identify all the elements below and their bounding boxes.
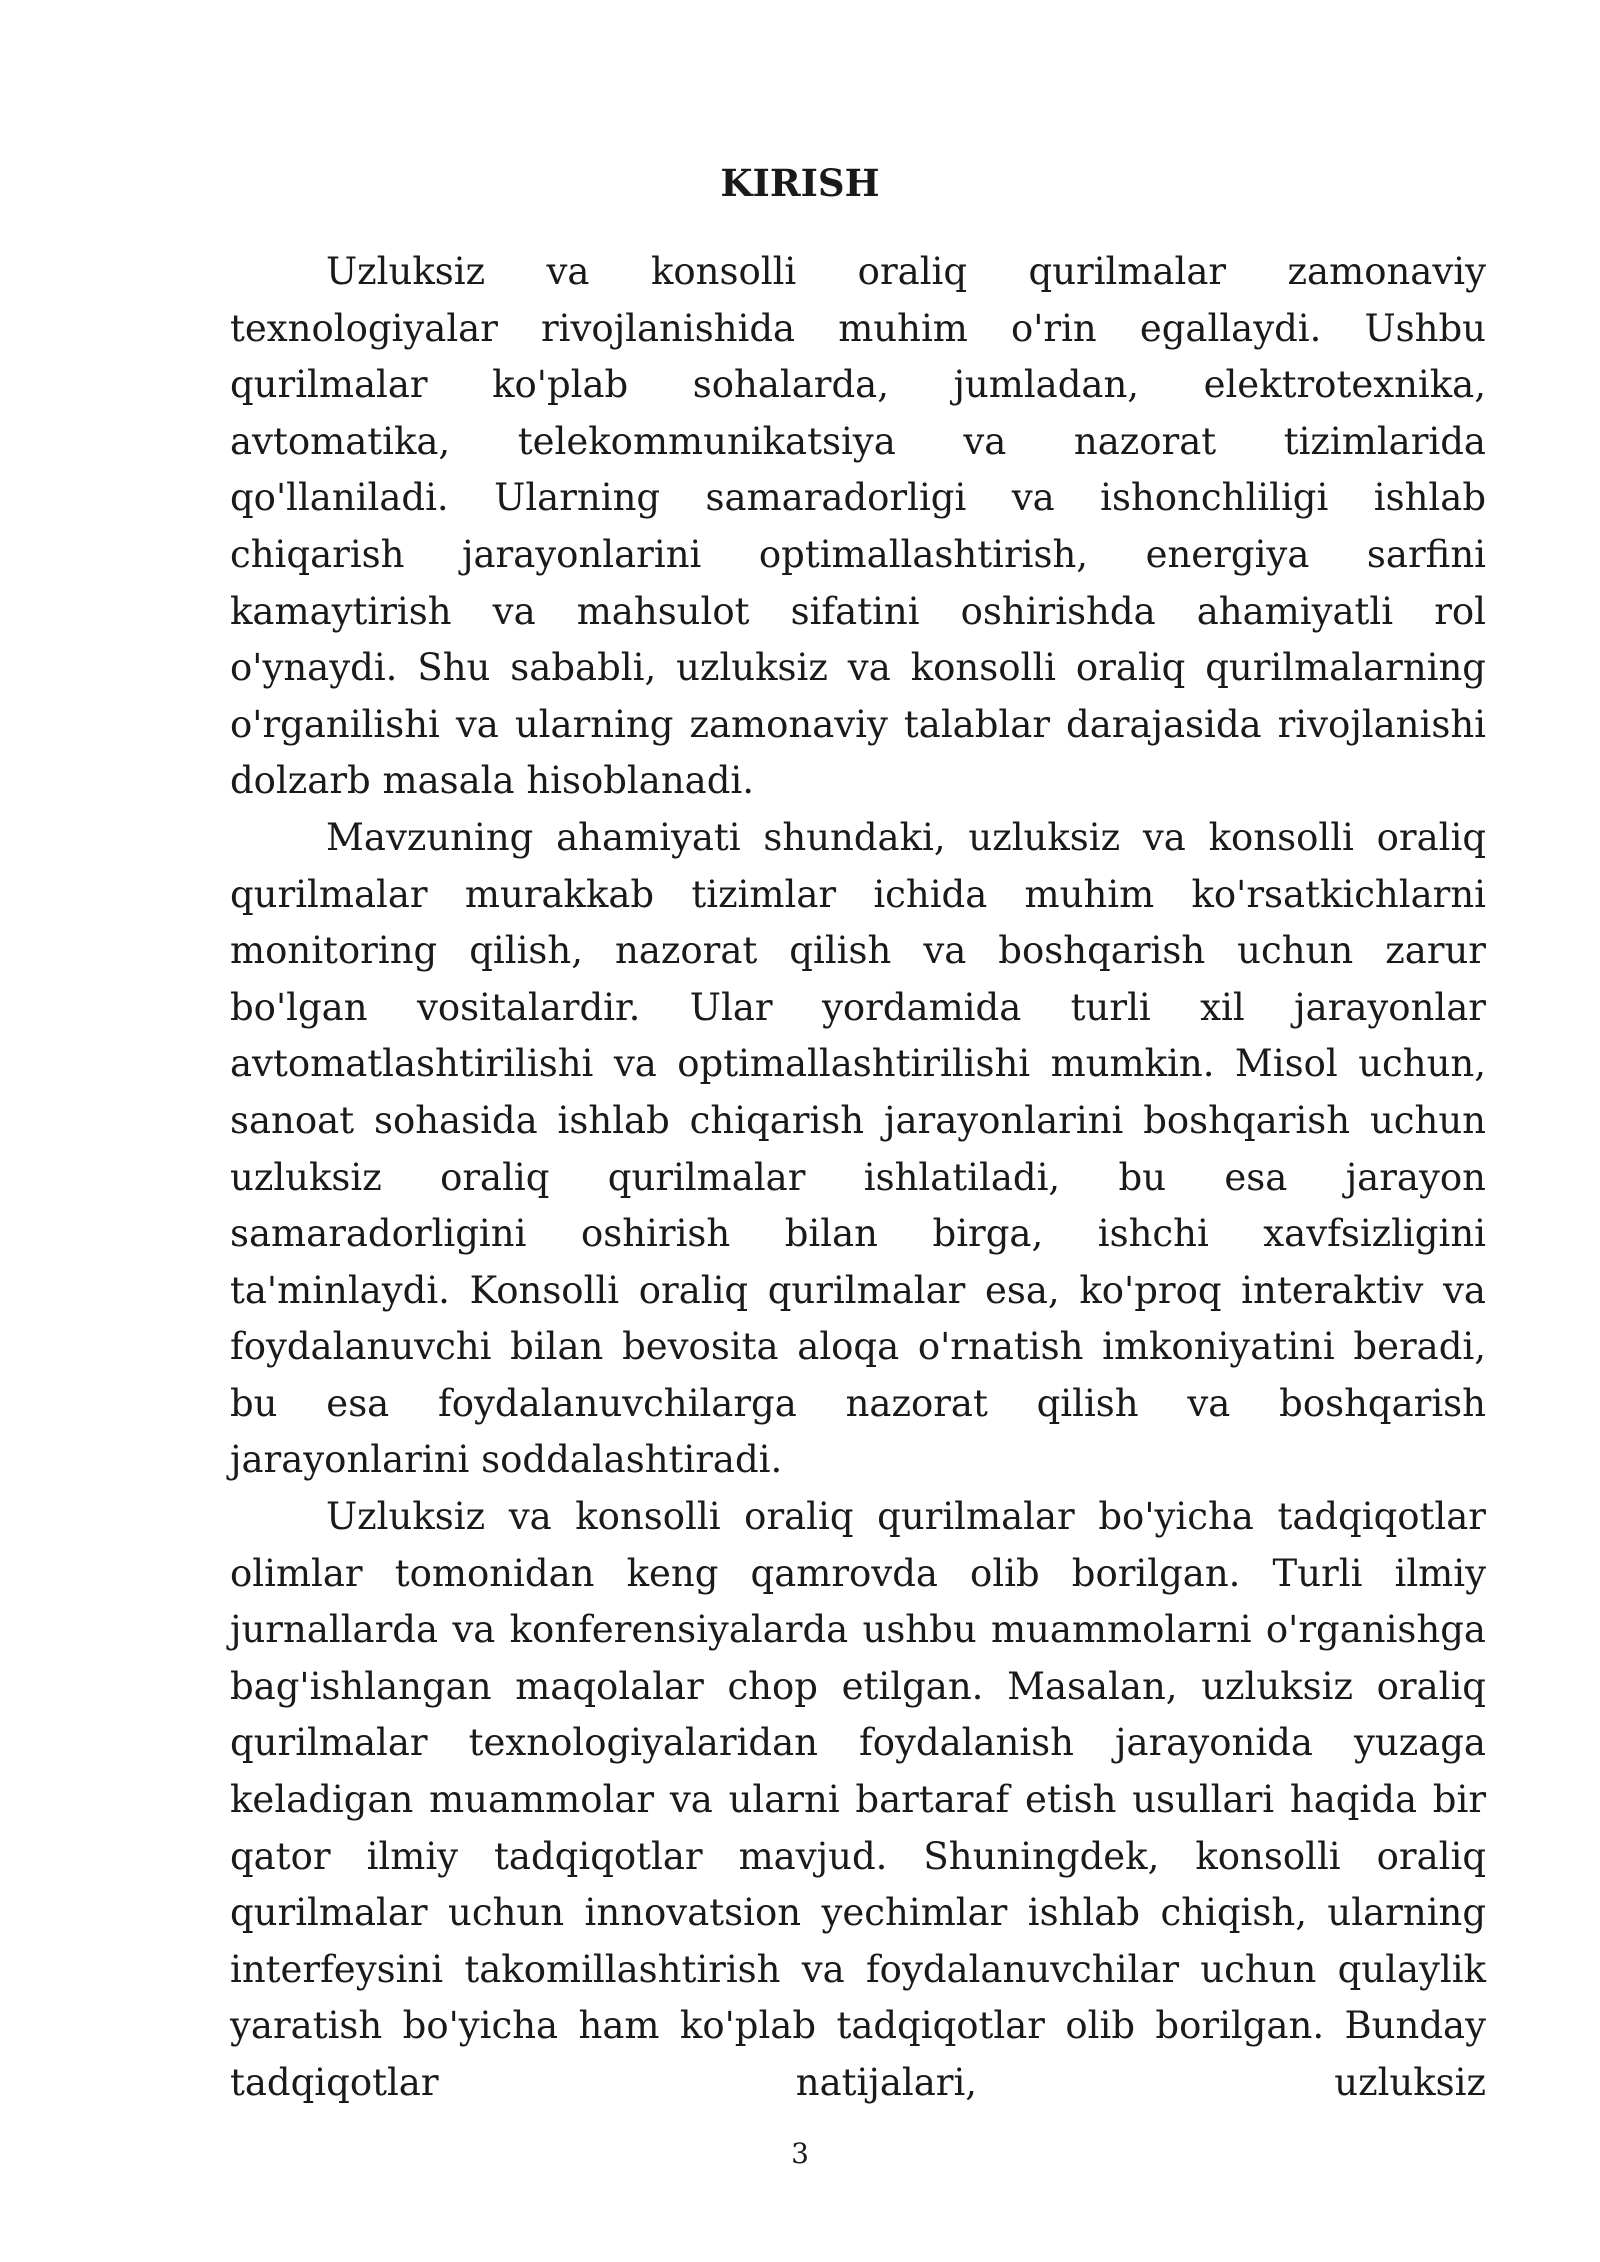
- paragraph-3: Uzluksiz va konsolli oraliq qurilmalar bo'yicha tadqiqotlar olimlar tomonidan keng qamrovda olib borilgan. Turli ilmiy jurnallarda va konferensiyalarda ushbu muammolarni o'rganishga bag'ishlangan maqolalar chop etilgan. Masalan, uzluksiz oraliq qurilmalar texnologiyalaridan foydalanish jarayonida yuzaga keladigan muammolar va ularni bartaraf etish usullari haqida bir qator ilmiy tadqiqotlar mavjud. Shuningdek, konsolli oraliq qurilmalar uchun innovatsion yechimlar ishlab chiqish, ularning interfeysini takomillashtirish va foydalanuvchilar uchun qulaylik yaratish bo'yicha ham ko'plab tadqiqotlar olib borilgan. Bunday tadqiqotlar natijalari, uzluksiz: [230, 1495, 1486, 2104]
- paragraph-1: Uzluksiz va konsolli oraliq qurilmalar zamonaviy texnologiyalar rivojlanishida muhim o'rin egallaydi. Ushbu qurilmalar ko'plab sohalarda, jumladan, elektrotexnika, avtomatika, telekommunikatsiya va nazorat tizimlarida qo'llaniladi. Ularning samaradorligi va ishonchliligi ishlab chiqarish jarayonlarini optimallashtirish, energiya sarfini kamaytirish va mahsulot sifatini oshirishda ahamiyatli rol o'ynaydi. Shu sababli, uzluksiz va konsolli oraliq qurilmalarning o'rganilishi va ularning zamonaviy talablar darajasida rivojlanishi dolzarb masala hisoblanadi.: [230, 250, 1486, 803]
- body-text: [230, 244, 1486, 2112]
- page-number: 3: [791, 2137, 809, 2170]
- page-title: KIRISH: [720, 161, 880, 205]
- paragraph-2: Mavzuning ahamiyati shundaki, uzluksiz va konsolli oraliq qurilmalar murakkab tizimlar ichida muhim ko'rsatkichlarni monitoring qilish, nazorat qilish va boshqarish uchun zarur bo'lgan vositalardir. Ular yordamida turli xil jarayonlar avtomatlashtirilishi va optimallashtirilishi mumkin. Misol uchun, sanoat sohasida ishlab chiqarish jarayonlarini boshqarish uchun uzluksiz oraliq qurilmalar ishlatiladi, bu esa jarayon samaradorligini oshirish bilan birga, ishchi xavfsizligini ta'minlaydi. Konsolli oraliq qurilmalar esa, ko'proq interaktiv va foydalanuvchi bilan bevosita aloqa o'rnatish imkoniyatini beradi, bu esa foydalanuvchilarga nazorat qilish va boshqarish jarayonlarini soddalashtiradi.: [230, 815, 1486, 1482]
